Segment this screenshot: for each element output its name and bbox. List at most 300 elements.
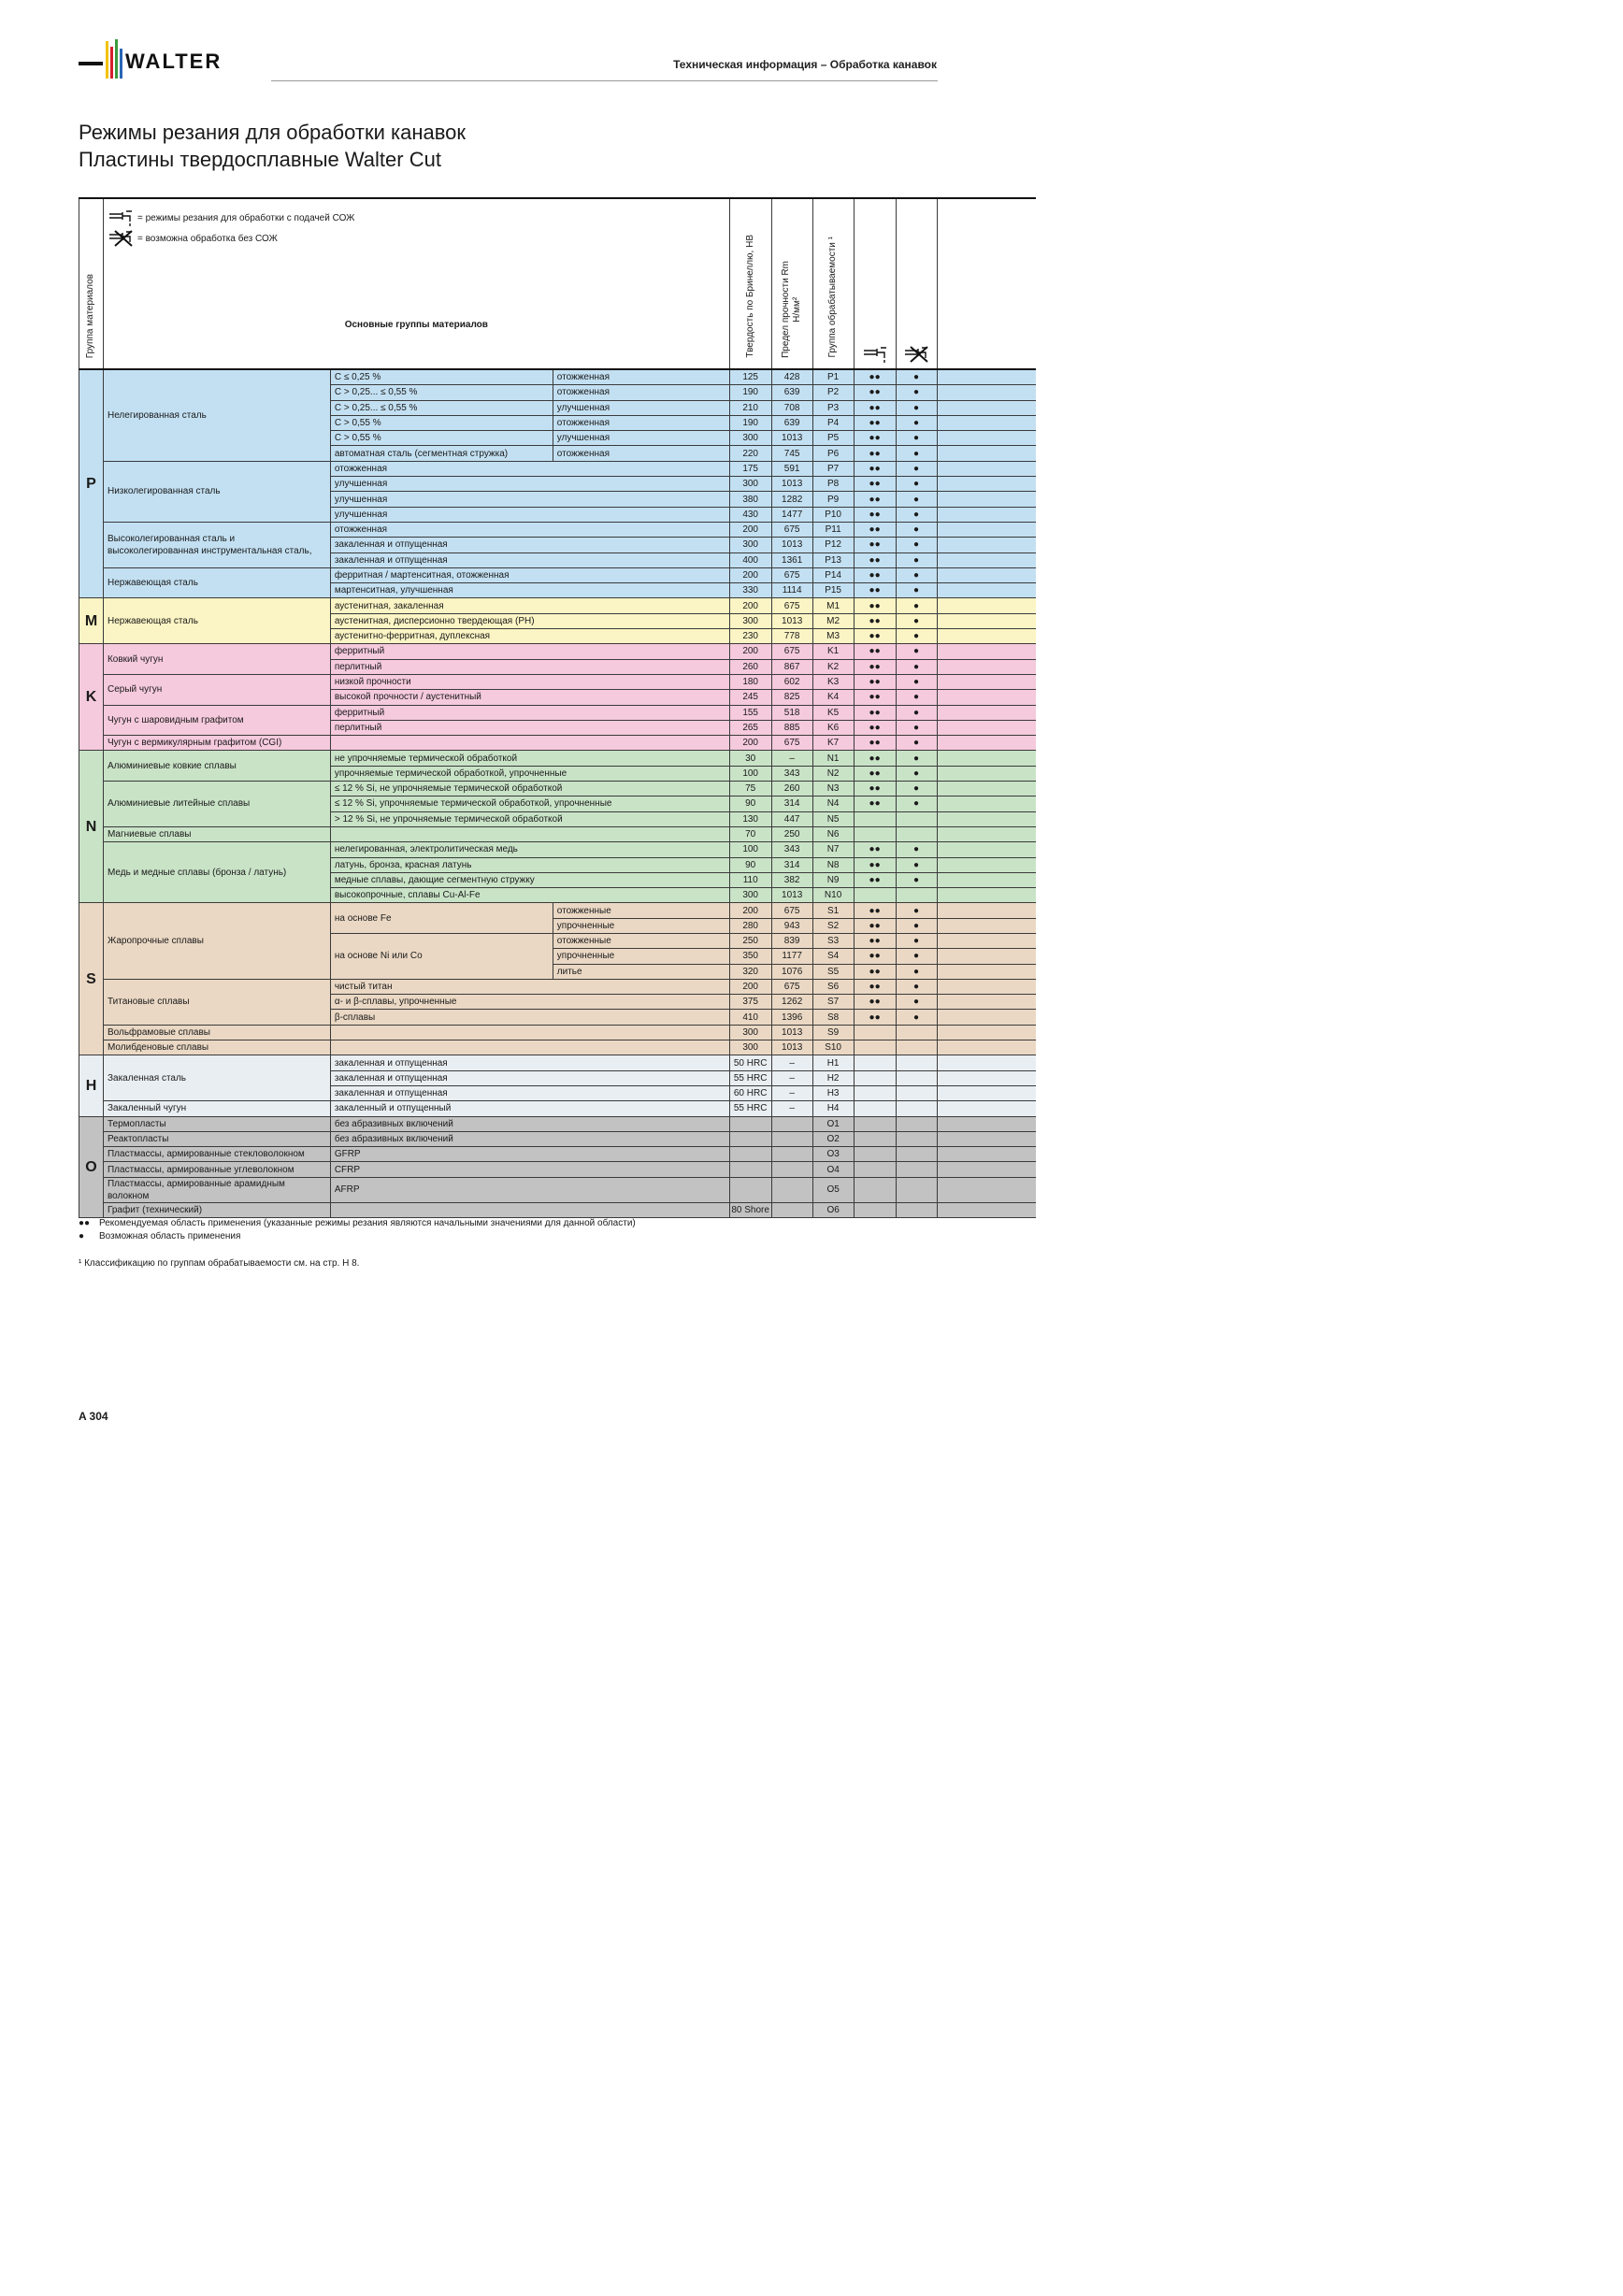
material-condition: на основе Fe	[330, 903, 553, 934]
machinability-group: P13	[812, 552, 854, 567]
tensile-strength-value: 343	[771, 842, 812, 857]
dry-application: ●	[896, 782, 937, 796]
tensile-strength-value: 1013	[771, 477, 812, 492]
machinability-group: O2	[812, 1131, 854, 1146]
dry-application	[896, 1070, 937, 1085]
machinability-group: P5	[812, 431, 854, 446]
legend-recommended: ●● Рекомендуемая область применения (указанные режимы резания являются начальными значениями для данной области)	[79, 1218, 636, 1228]
hardness-value: 220	[729, 446, 771, 461]
dry-application	[896, 1131, 937, 1146]
material-subgroup: Молибденовые сплавы	[103, 1040, 330, 1055]
material-condition: CFRP	[330, 1162, 729, 1177]
tensile-strength-value: 1013	[771, 1040, 812, 1055]
coolant-application: ●●	[854, 369, 896, 385]
material-condition	[330, 736, 729, 751]
hardness-value: 430	[729, 507, 771, 522]
dry-application: ●	[896, 629, 937, 644]
machinability-group: P9	[812, 492, 854, 507]
table-row	[79, 567, 1037, 582]
dry-application: ●	[896, 659, 937, 674]
tensile-strength-value: 675	[771, 598, 812, 613]
material-treatment: упрочненные	[553, 949, 729, 964]
coolant-application: ●●	[854, 629, 896, 644]
hardness-value: 280	[729, 918, 771, 933]
table-row	[79, 1162, 1037, 1177]
spare-cell	[937, 872, 1036, 887]
material-condition: перлитный	[330, 720, 729, 735]
material-group-code: O	[79, 1116, 104, 1217]
hardness-value: 375	[729, 995, 771, 1010]
dry-application	[896, 1202, 937, 1217]
spare-cell	[937, 933, 1036, 948]
hardness-value: 245	[729, 690, 771, 705]
spare-cell	[937, 1055, 1036, 1070]
material-condition: C > 0,55 %	[330, 431, 553, 446]
material-condition: не упрочняемые термической обработкой	[330, 751, 729, 766]
dry-application	[896, 1101, 937, 1116]
material-subgroup: Пластмассы, армированные стекловолокном	[103, 1147, 330, 1162]
spare-cell	[937, 1177, 1036, 1202]
machinability-group: K2	[812, 659, 854, 674]
coolant-application: ●●	[854, 995, 896, 1010]
machinability-group: N4	[812, 796, 854, 811]
material-subgroup: Реактопласты	[103, 1131, 330, 1146]
material-condition: α- и β-сплавы, упрочненные	[330, 995, 729, 1010]
table-row	[79, 1101, 1037, 1116]
machinability-group: K6	[812, 720, 854, 735]
dry-application	[896, 1162, 937, 1177]
hardness-value: 190	[729, 385, 771, 400]
machinability-group: O3	[812, 1147, 854, 1162]
spare-cell	[937, 918, 1036, 933]
tensile-strength-value: 943	[771, 918, 812, 933]
coolant-application	[854, 1177, 896, 1202]
material-condition	[330, 826, 729, 841]
dry-application: ●	[896, 705, 937, 720]
spare-cell	[937, 796, 1036, 811]
material-condition: закаленная и отпущенная	[330, 552, 729, 567]
tensile-strength-value: 1076	[771, 964, 812, 979]
dry-application: ●	[896, 644, 937, 659]
machinability-group: H3	[812, 1085, 854, 1100]
coolant-application: ●●	[854, 659, 896, 674]
hardness-value: 190	[729, 415, 771, 430]
footnote: ¹ Классификацию по группам обрабатываемости см. на стр. H 8.	[79, 1258, 360, 1269]
material-condition: мартенситная, улучшенная	[330, 583, 729, 598]
spare-cell	[937, 1131, 1036, 1146]
legend-possible: ● Возможная область применения	[79, 1231, 241, 1241]
spare-cell	[937, 507, 1036, 522]
machinability-group: M2	[812, 613, 854, 628]
table-row	[79, 461, 1037, 476]
material-condition: аустенитная, закаленная	[330, 598, 729, 613]
hardness-value: 125	[729, 369, 771, 385]
coolant-application: ●●	[854, 690, 896, 705]
tensile-strength-value: –	[771, 1085, 812, 1100]
material-group-code: K	[79, 644, 104, 751]
material-subgroup: Нержавеющая сталь	[103, 567, 330, 598]
table-row	[79, 903, 1037, 918]
tensile-strength-value: 428	[771, 369, 812, 385]
machinability-group: P6	[812, 446, 854, 461]
dry-application	[896, 1025, 937, 1040]
dry-application: ●	[896, 477, 937, 492]
tensile-strength-value: 602	[771, 674, 812, 689]
tensile-strength-value: –	[771, 1101, 812, 1116]
machinability-group: M3	[812, 629, 854, 644]
hardness-value: 75	[729, 782, 771, 796]
material-treatment: отожженная	[553, 446, 729, 461]
spare-cell	[937, 477, 1036, 492]
hardness-value: 300	[729, 888, 771, 903]
tensile-strength-value	[771, 1147, 812, 1162]
material-group-code: H	[79, 1055, 104, 1116]
material-treatment: отожженная	[553, 385, 729, 400]
material-subgroup: Титановые сплавы	[103, 979, 330, 1025]
tensile-strength-value: 675	[771, 522, 812, 537]
machinability-group: N6	[812, 826, 854, 841]
spare-cell	[937, 1116, 1036, 1131]
tensile-strength-value: 518	[771, 705, 812, 720]
coolant-application	[854, 888, 896, 903]
material-subgroup: Алюминиевые ковкие сплавы	[103, 751, 330, 782]
hardness-value: 200	[729, 903, 771, 918]
material-group-code: S	[79, 903, 104, 1055]
spare-cell	[937, 979, 1036, 994]
material-condition: C > 0,25... ≤ 0,55 %	[330, 385, 553, 400]
hardness-value: 180	[729, 674, 771, 689]
dry-application: ●	[896, 690, 937, 705]
table-row	[79, 1025, 1037, 1040]
material-group-code: P	[79, 369, 104, 598]
walter-logo	[79, 39, 256, 82]
machinability-group: S5	[812, 964, 854, 979]
table-row	[79, 1177, 1037, 1202]
material-condition: β-сплавы	[330, 1010, 729, 1025]
tensile-strength-value: –	[771, 1055, 812, 1070]
tensile-strength-value: 675	[771, 644, 812, 659]
legend-coolant: = режимы резания для обработки с подачей СОЖ	[108, 208, 354, 227]
coolant-application	[854, 1055, 896, 1070]
table-row	[79, 1202, 1037, 1217]
machinability-group: K3	[812, 674, 854, 689]
hardness-value	[729, 1147, 771, 1162]
machinability-group: N2	[812, 766, 854, 781]
dry-application: ●	[896, 903, 937, 918]
spare-cell	[937, 1025, 1036, 1040]
dry-application: ●	[896, 552, 937, 567]
material-subgroup: Чугун с вермикулярным графитом (CGI)	[103, 736, 330, 751]
table-row	[79, 826, 1037, 841]
dry-application	[896, 1085, 937, 1100]
dry-application: ●	[896, 979, 937, 994]
dry-application: ●	[896, 613, 937, 628]
material-treatment: упрочненные	[553, 918, 729, 933]
machinability-group: P10	[812, 507, 854, 522]
coolant-application: ●●	[854, 949, 896, 964]
spare-cell	[937, 522, 1036, 537]
material-condition: нелегированная, электролитическая медь	[330, 842, 729, 857]
coolant-application	[854, 1040, 896, 1055]
tensile-strength-value: 382	[771, 872, 812, 887]
coolant-application: ●●	[854, 782, 896, 796]
hardness-value	[729, 1131, 771, 1146]
material-condition: > 12 % Si, не упрочняемые термической обработкой	[330, 811, 729, 826]
hardness-value: 250	[729, 933, 771, 948]
spare-cell	[937, 736, 1036, 751]
dry-application: ●	[896, 842, 937, 857]
header-divider	[271, 80, 938, 81]
table-row	[79, 522, 1037, 537]
coolant-application: ●●	[854, 842, 896, 857]
material-condition: латунь, бронза, красная латунь	[330, 857, 729, 872]
dry-application: ●	[896, 583, 937, 598]
tensile-strength-value: 314	[771, 857, 812, 872]
coolant-application	[854, 1202, 896, 1217]
spare-cell	[937, 552, 1036, 567]
coolant-application	[854, 1025, 896, 1040]
machinability-group: M1	[812, 598, 854, 613]
material-treatment: литье	[553, 964, 729, 979]
tensile-strength-value: 867	[771, 659, 812, 674]
table-row	[79, 674, 1037, 689]
hardness-value: 230	[729, 629, 771, 644]
spare-cell	[937, 538, 1036, 552]
machinability-group: P2	[812, 385, 854, 400]
tensile-strength-value: 825	[771, 690, 812, 705]
hardness-value: 55 HRC	[729, 1070, 771, 1085]
hardness-value: 200	[729, 522, 771, 537]
material-condition: аустенитная, дисперсионно твердеющая (PH)	[330, 613, 729, 628]
dry-application: ●	[896, 918, 937, 933]
machinability-group: K5	[812, 705, 854, 720]
machinability-group: S2	[812, 918, 854, 933]
machinability-group: N10	[812, 888, 854, 903]
tensile-strength-value	[771, 1177, 812, 1202]
tensile-strength-value: 591	[771, 461, 812, 476]
coolant-application: ●●	[854, 415, 896, 430]
spare-cell	[937, 659, 1036, 674]
tensile-strength-value: –	[771, 1070, 812, 1085]
material-condition: закаленная и отпущенная	[330, 1070, 729, 1085]
coolant-application: ●●	[854, 979, 896, 994]
material-subgroup: Вольфрамовые сплавы	[103, 1025, 330, 1040]
dry-application: ●	[896, 461, 937, 476]
material-subgroup: Серый чугун	[103, 674, 330, 705]
machinability-group: O4	[812, 1162, 854, 1177]
dry-application: ●	[896, 995, 937, 1010]
spare-cell	[937, 1010, 1036, 1025]
material-condition: на основе Ni или Co	[330, 933, 553, 979]
material-condition: низкой прочности	[330, 674, 729, 689]
machinability-group: O1	[812, 1116, 854, 1131]
dry-application: ●	[896, 964, 937, 979]
coolant-application	[854, 811, 896, 826]
machinability-group: H1	[812, 1055, 854, 1070]
coolant-tap-icon	[108, 208, 134, 227]
material-subgroup: Жаропрочные сплавы	[103, 903, 330, 979]
hardness-value	[729, 1177, 771, 1202]
title-line-1: Режимы резания для обработки канавок	[79, 121, 467, 144]
spare-cell	[937, 446, 1036, 461]
logo-wordmark: WALTER	[125, 50, 223, 73]
coolant-application: ●●	[854, 720, 896, 735]
spare-cell	[937, 811, 1036, 826]
coolant-application: ●●	[854, 522, 896, 537]
dry-application: ●	[896, 949, 937, 964]
dry-application: ●	[896, 751, 937, 766]
dry-application: ●	[896, 567, 937, 582]
dry-application: ●	[896, 720, 937, 735]
material-subgroup: Медь и медные сплавы (бронза / латунь)	[103, 842, 330, 903]
dry-application: ●	[896, 598, 937, 613]
coolant-application	[854, 1070, 896, 1085]
material-subgroup: Закаленная сталь	[103, 1055, 330, 1101]
material-condition: высокой прочности / аустенитный	[330, 690, 729, 705]
material-treatment: отожженные	[553, 933, 729, 948]
machinability-group: P1	[812, 369, 854, 385]
table-row	[79, 736, 1037, 751]
material-condition: улучшенная	[330, 507, 729, 522]
coolant-application: ●●	[854, 964, 896, 979]
material-subgroup: Закаленный чугун	[103, 1101, 330, 1116]
machinability-group: K4	[812, 690, 854, 705]
material-treatment: улучшенная	[553, 431, 729, 446]
dry-application	[896, 1177, 937, 1202]
hardness-value: 380	[729, 492, 771, 507]
hardness-value: 55 HRC	[729, 1101, 771, 1116]
material-condition: ферритный	[330, 705, 729, 720]
material-subgroup: Нержавеющая сталь	[103, 598, 330, 644]
hardness-value: 70	[729, 826, 771, 841]
hardness-value: 300	[729, 431, 771, 446]
machinability-group: N7	[812, 842, 854, 857]
hardness-value: 175	[729, 461, 771, 476]
material-condition: улучшенная	[330, 492, 729, 507]
tensile-strength-value: 1282	[771, 492, 812, 507]
material-condition: без абразивных включений	[330, 1131, 729, 1146]
hardness-value: 320	[729, 964, 771, 979]
material-condition: AFRP	[330, 1177, 729, 1202]
coolant-application: ●●	[854, 477, 896, 492]
spare-cell	[937, 492, 1036, 507]
hardness-value: 50 HRC	[729, 1055, 771, 1070]
material-condition	[330, 1202, 729, 1217]
tensile-strength-value: 1396	[771, 1010, 812, 1025]
tensile-strength-value: 708	[771, 400, 812, 415]
spare-cell	[937, 705, 1036, 720]
spare-cell	[937, 598, 1036, 613]
coolant-application	[854, 1147, 896, 1162]
tensile-strength-value	[771, 1202, 812, 1217]
coolant-application: ●●	[854, 766, 896, 781]
hardness-value: 400	[729, 552, 771, 567]
table-row	[79, 751, 1037, 766]
coolant-column-header	[854, 198, 896, 369]
coolant-application: ●●	[854, 674, 896, 689]
hardness-value: 350	[729, 949, 771, 964]
machinability-group: N5	[812, 811, 854, 826]
material-subgroup: Алюминиевые литейные сплавы	[103, 782, 330, 827]
spare-cell	[937, 415, 1036, 430]
hardness-value: 100	[729, 766, 771, 781]
tensile-strength-value	[771, 1116, 812, 1131]
material-treatment: отожженная	[553, 369, 729, 385]
material-condition: отожженная	[330, 522, 729, 537]
dry-application: ●	[896, 507, 937, 522]
spare-cell	[937, 1147, 1036, 1162]
hardness-value: 300	[729, 538, 771, 552]
machinability-group: S6	[812, 979, 854, 994]
coolant-application: ●●	[854, 918, 896, 933]
coolant-application: ●●	[854, 598, 896, 613]
coolant-application: ●●	[854, 613, 896, 628]
coolant-application: ●●	[854, 431, 896, 446]
table-row	[79, 782, 1037, 796]
dry-application: ●	[896, 1010, 937, 1025]
dry-application: ●	[896, 431, 937, 446]
coolant-application: ●●	[854, 644, 896, 659]
material-condition: закаленный и отпущенный	[330, 1101, 729, 1116]
tensile-strength-value: 675	[771, 979, 812, 994]
hardness-value: 200	[729, 644, 771, 659]
spare-cell	[937, 888, 1036, 903]
page-title	[79, 119, 466, 173]
machinability-group: P14	[812, 567, 854, 582]
coolant-application: ●●	[854, 933, 896, 948]
machinability-group: P15	[812, 583, 854, 598]
table-row	[79, 979, 1037, 994]
machinability-group: S1	[812, 903, 854, 918]
material-condition: закаленная и отпущенная	[330, 1085, 729, 1100]
tensile-strength-value: 314	[771, 796, 812, 811]
dry-application: ●	[896, 400, 937, 415]
tensile-strength-value: 260	[771, 782, 812, 796]
coolant-application: ●●	[854, 903, 896, 918]
material-group-code: M	[79, 598, 104, 644]
coolant-application: ●●	[854, 492, 896, 507]
coolant-application: ●●	[854, 461, 896, 476]
dry-application: ●	[896, 796, 937, 811]
dry-application	[896, 811, 937, 826]
coolant-application	[854, 1101, 896, 1116]
spare-cell	[937, 369, 1036, 385]
material-subgroup: Чугун с шаровидным графитом	[103, 705, 330, 736]
coolant-application	[854, 1085, 896, 1100]
coolant-application	[854, 1116, 896, 1131]
material-condition: закаленная и отпущенная	[330, 538, 729, 552]
hardness-value: 265	[729, 720, 771, 735]
tensile-strength-value: 675	[771, 567, 812, 582]
tensile-strength-value: 885	[771, 720, 812, 735]
coolant-application: ●●	[854, 751, 896, 766]
hardness-value: 300	[729, 613, 771, 628]
tensile-strength-value: 250	[771, 826, 812, 841]
tensile-strength-value: 447	[771, 811, 812, 826]
machinability-group: K1	[812, 644, 854, 659]
spare-cell	[937, 751, 1036, 766]
coolant-application: ●●	[854, 872, 896, 887]
spare-cell	[937, 1202, 1036, 1217]
tensile-strength-value: 639	[771, 415, 812, 430]
tensile-strength-value: 745	[771, 446, 812, 461]
material-group-code: N	[79, 751, 104, 903]
dry-crossed-tap-icon	[108, 229, 134, 248]
material-condition: улучшенная	[330, 477, 729, 492]
spare-cell	[937, 842, 1036, 857]
material-condition: медные сплавы, дающие сегментную стружку	[330, 872, 729, 887]
material-condition: без абразивных включений	[330, 1116, 729, 1131]
